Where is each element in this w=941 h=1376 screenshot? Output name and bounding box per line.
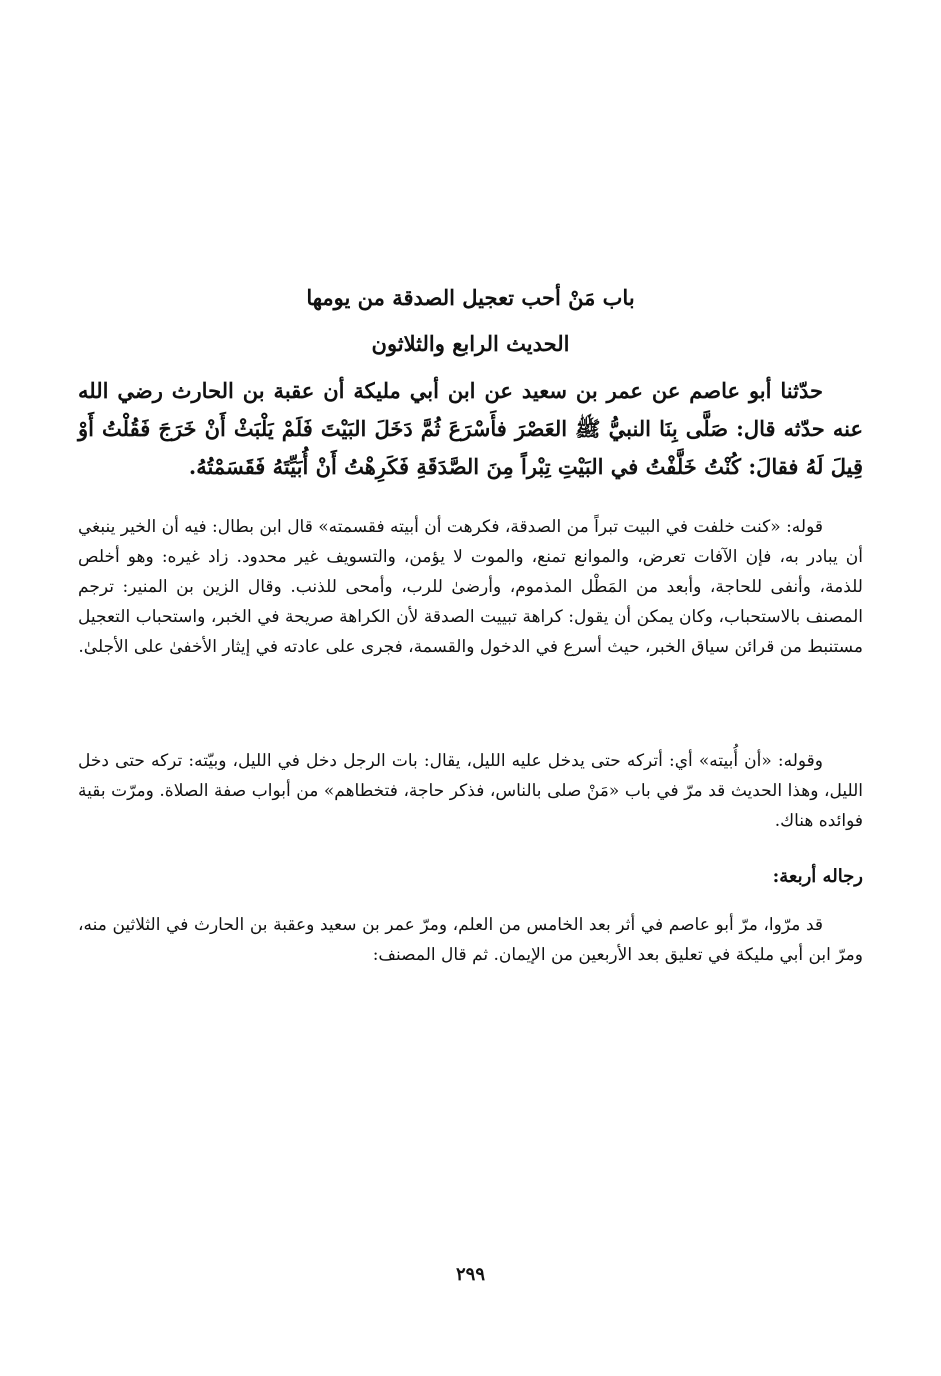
page-number: ٢٩٩ — [455, 1264, 485, 1285]
narrators-heading: رجاله أربعة: — [772, 866, 863, 887]
chapter-title: باب مَنْ أحب تعجيل الصدقة من يومها — [306, 285, 635, 310]
narrators-paragraph: قد مرّوا، مرّ أبو عاصم في أثر بعد الخامس من العلم، ومرّ عمر بن سعيد وعقبة بن الحارث في الثلاثين منه، ومرّ ابن أبي مليكة في تعليق بعد الأربعين من الإيمان. ثم قال المصنف: — [78, 915, 863, 965]
hadith-number-heading: الحديث الرابع والثلاثون — [371, 331, 570, 356]
hadith-text: حدّثنا أبو عاصم عن عمر بن سعيد عن ابن أبي مليكة أن عقبة بن الحارث رضي الله عنه حدّثه قال: صَلَّى بِنَا النبيُّ ﷺ العَصْرَ فأَسْرَعَ ثُمَّ دَخَلَ البَيْتَ فَلَمْ يَلْبَثْ أَنْ خَرَجَ فَقُلْتُ أَوْ قِيلَ لَهُ فقالَ: كُنْتُ خَلَّفْتُ في البَيْتِ تِبْراً مِنَ الصَّدَقَةِ فَكَرِهْتُ أَنْ أُبَيِّتَهُ فَقَسَمْتُهُ. — [78, 378, 863, 479]
book-page — [78, 0, 863, 1376]
commentary-paragraph-2: وقوله: «أن أُبيته» أي: أتركه حتى يدخل عليه الليل، يقال: بات الرجل دخل في الليل، وبيّته: تركه حتى دخل الليل، وهذا الحديث قد مرّ في باب «مَنْ صلى بالناس، فذكر حاجة، فتخطاهم» من أبواب صفة الصلاة. ومرّت بقية فوائده هناك. — [78, 751, 863, 831]
commentary-paragraph-1: قوله: «كنت خلفت في البيت تبراً من الصدقة، فكرهت أن أبيته فقسمته» قال ابن بطال: فيه أن الخير ينبغي أن يبادر به، فإن الآفات تعرض، والموانع تمنع، والموت لا يؤمن، والتسويف غير محدود. زاد غيره: وهو أخلص للذمة، وأنفى للحاجة، وأبعد من المَطْل المذموم، وأرضىٰ للرب، وأمحى للذنب. وقال الزين بن المنير: ترجم المصنف بالاستحباب، وكان يمكن أن يقول: كراهة تبييت الصدقة لأن الكراهة صريحة في الخبر، واستحباب التعجيل مستنبط من قرائن سياق الخبر، حيث أسرع في الدخول والقسمة، فجرى على عادته في إيثار الأخفىٰ على الأجلىٰ. — [78, 517, 863, 657]
